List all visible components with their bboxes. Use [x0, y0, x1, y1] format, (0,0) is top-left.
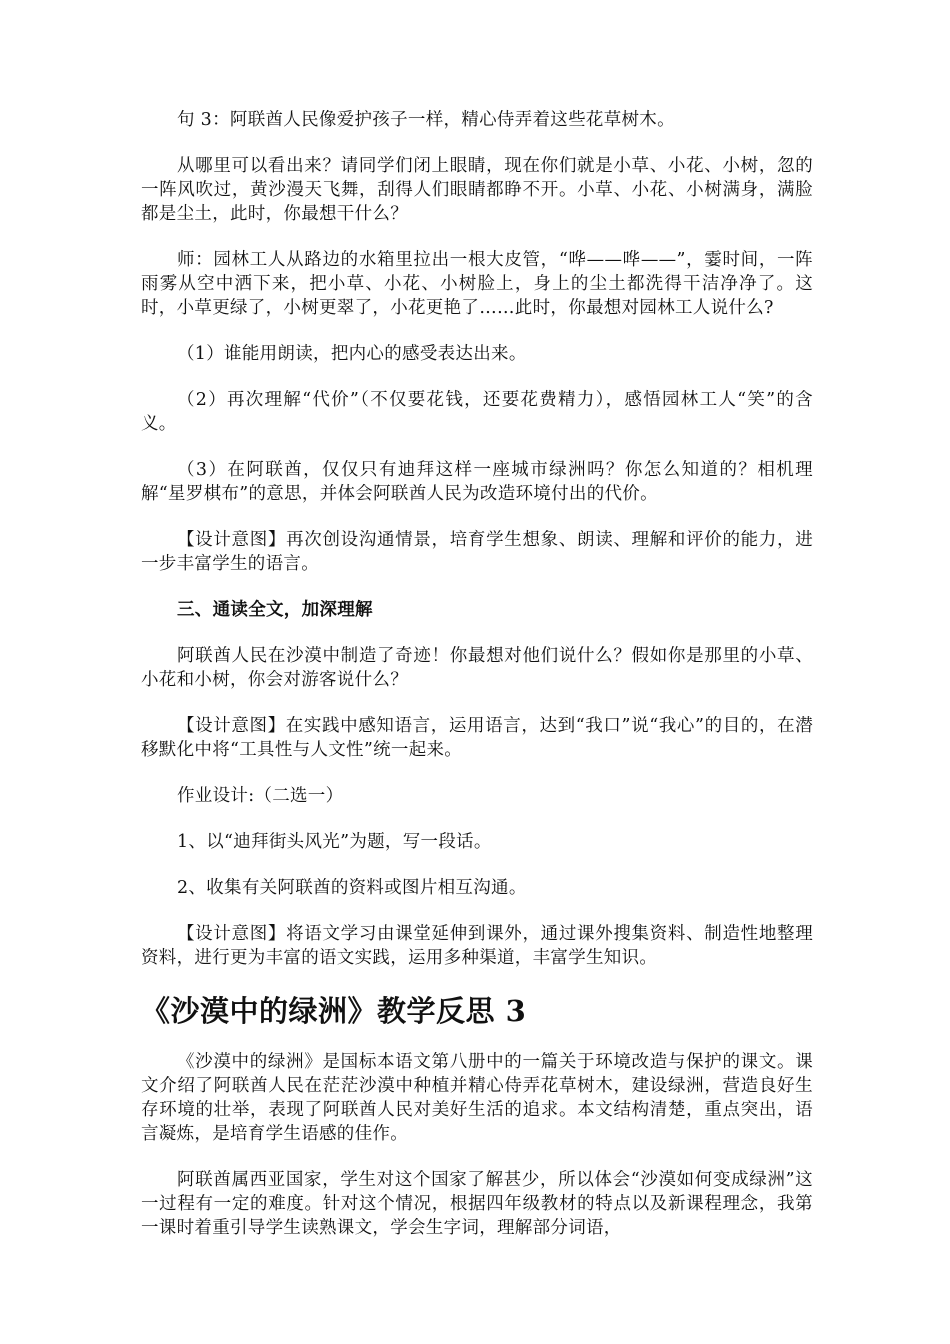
paragraph-design-intent-2: 【设计意图】在实践中感知语言，运用语言，达到“我口”说“我心”的目的，在潜移默化中将“工具性与人文性”统一起来。: [141, 716, 813, 760]
paragraph-design-intent-3: 【设计意图】将语文学习由课堂延伸到课外，通过课外搜集资料、制造性地整理资料，进行更为丰富的语文实践，运用多种渠道，丰富学生知识。: [141, 924, 813, 968]
paragraph-teacher-narration: 师：园林工人从路边的水箱里拉出一根大皮管，“哗——哗——”，霎时间，一阵雨雾从空中洒下来，把小草、小花、小树脸上，身上的尘土都洗得干洁净净了。这时，小草更绿了，小树更翠了，小花更艳了……此时，你最想对园林工人说什么?: [141, 250, 813, 318]
paragraph-miracle: 阿联酋人民在沙漠中制造了奇迹！你最想对他们说什么？假如你是那里的小草、小花和小树，你会对游客说什么？: [141, 646, 813, 690]
document-title: 《沙漠中的绿洲》教学反思 3: [141, 994, 527, 1028]
paragraph-question-imagine: 从哪里可以看出来？请同学们闭上眼睛，现在你们就是小草、小花、小树，忽的一阵风吹过，黄沙漫天飞舞，刮得人们眼睛都睁不开。小草、小花、小树满身，满脸都是尘土，此时，你最想干什么？: [141, 156, 813, 224]
paragraph-sentence-3: 句 3：阿联酋人民像爱护孩子一样，精心侍弄着这些花草树木。: [177, 110, 675, 130]
paragraph-reflection-intro: 《沙漠中的绿洲》是国标本语文第八册中的一篇关于环境改造与保护的课文。课文介绍了阿联酋人民在茫茫沙漠中种植并精心侍弄花草树木，建设绿洲，营造良好生存环境的壮举，表现了阿联酋人民对美好生活的追求。本文结构清楚，重点突出，语言凝炼，是培育学生语感的佳作。: [141, 1052, 813, 1144]
paragraph-homework-2: 2、收集有关阿联酋的资料或图片相互沟通。: [177, 878, 527, 898]
paragraph-reflection-body: 阿联酋属西亚国家，学生对这个国家了解甚少，所以体会“沙漠如何变成绿洲”这一过程有一定的难度。针对这个情况，根据四年级教材的特点以及新课程理念，我第一课时着重引导学生读熟课文，学会生字词，理解部分词语，: [141, 1170, 813, 1238]
paragraph-item-3: （3）在阿联酋，仅仅只有迪拜这样一座城市绿洲吗？你怎么知道的？相机理解“星罗棋布”的意思，并体会阿联酋人民为改造环境付出的代价。: [141, 460, 813, 504]
paragraph-item-1: （1）谁能用朗读，把内心的感受表达出来。: [177, 344, 527, 364]
paragraph-homework-1: 1、以“迪拜街头风光”为题，写一段话。: [177, 832, 492, 852]
paragraph-homework-title: 作业设计:（二选一）: [177, 786, 344, 806]
document-page: [141, 108, 813, 1262]
paragraph-item-2: （2）再次理解“代价”（不仅要花钱，还要花费精力），感悟园林工人“笑”的含义。: [141, 390, 813, 434]
paragraph-design-intent-1: 【设计意图】再次创设沟通情景，培育学生想象、朗读、理解和评价的能力，进一步丰富学生的语言。: [141, 530, 813, 574]
section-heading: 三、通读全文，加深理解: [177, 600, 373, 620]
